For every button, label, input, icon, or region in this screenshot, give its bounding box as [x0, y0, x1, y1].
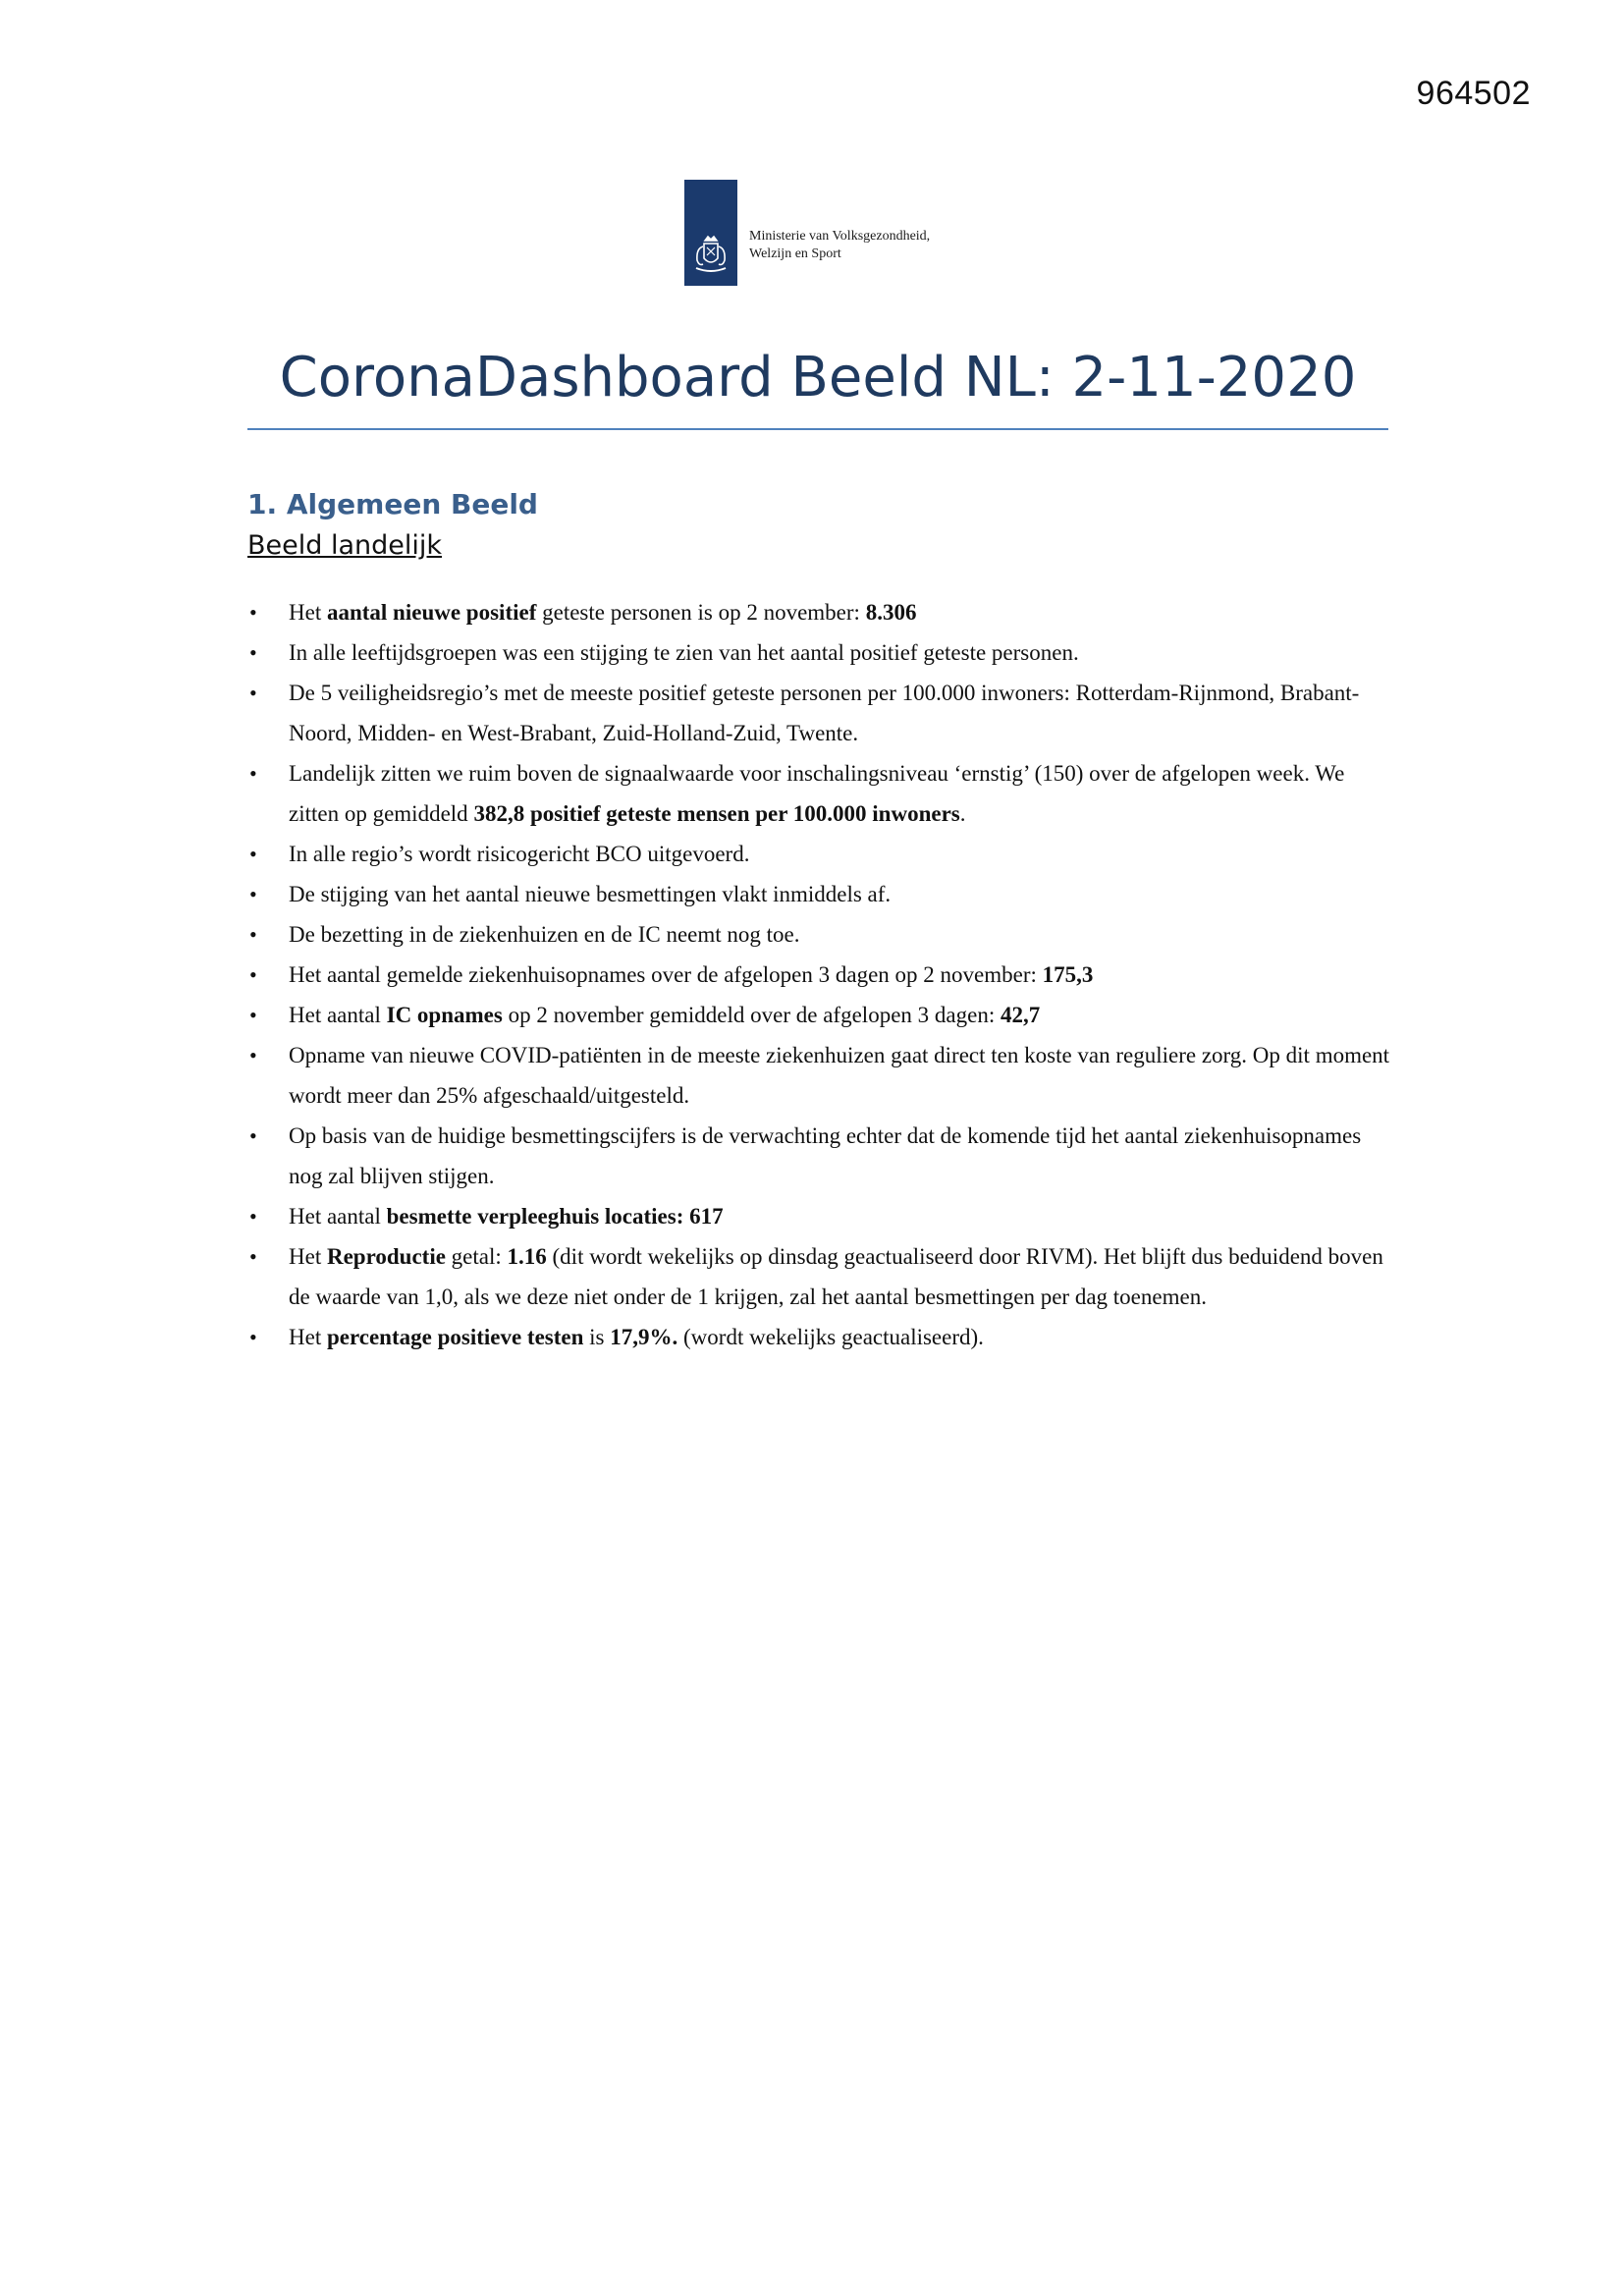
list-item — [247, 995, 1396, 1035]
bold-text: 42,7 — [1000, 1003, 1041, 1027]
title-divider — [247, 428, 1388, 430]
bold-text: IC opnames — [386, 1003, 503, 1027]
text-run: De 5 veiligheidsregio’s met de meeste positief geteste personen per 100.000 inwoners: Rotterdam-Rijnmond, Brabant-Noord, Midden- en West-Brabant, Zuid-Holland-Zuid, Twente. — [289, 681, 1360, 745]
list-item — [247, 673, 1396, 753]
text-run: (wordt wekelijks geactualiseerd). — [677, 1325, 984, 1349]
list-item — [247, 955, 1396, 995]
text-run: Het aantal — [289, 1003, 387, 1027]
text-run: Het — [289, 1244, 327, 1269]
list-item — [247, 1236, 1396, 1317]
text-run: Het aantal — [289, 1204, 387, 1229]
ministry-logo — [684, 180, 930, 286]
text-run: Het aantal gemelde ziekenhuisopnames over de afgelopen 3 dagen op 2 november: — [289, 962, 1043, 987]
text-run: (dit wordt wekelijks op dinsdag geactualiseerd door RIVM). Het blijft dus beduidend boven de waarde van 1,0, als we deze niet onder de 1 krijgen, zal het aantal besmettingen per dag toenemen. — [289, 1244, 1383, 1309]
logo-text — [749, 228, 930, 263]
list-item — [247, 834, 1396, 874]
bold-text: 8.306 — [865, 600, 917, 625]
list-item — [247, 1035, 1396, 1116]
text-run: Landelijk zitten we ruim boven de signaalwaarde voor inschalingsniveau ‘ernstig’ (150) over de afgelopen week. We zitten op gemiddeld — [289, 761, 1345, 826]
text-run: getal: — [445, 1244, 508, 1269]
text-run: is — [583, 1325, 611, 1349]
list-item — [247, 1116, 1396, 1196]
bold-text: besmette verpleeghuis locaties: 617 — [386, 1204, 724, 1229]
bold-text: 1.16 — [507, 1244, 547, 1269]
page-title: CoronaDashboard Beeld NL: 2-11-2020 — [279, 346, 1357, 410]
section-heading: 1. Algemeen Beeld — [247, 488, 538, 520]
list-item — [247, 753, 1396, 834]
list-item — [247, 874, 1396, 914]
list-item — [247, 1196, 1396, 1236]
list-item — [247, 632, 1396, 673]
text-run: In alle regio’s wordt risicogericht BCO uitgevoerd. — [289, 842, 750, 866]
text-run: De bezetting in de ziekenhuizen en de IC neemt nog toe. — [289, 922, 800, 947]
text-run: De stijging van het aantal nieuwe besmettingen vlakt inmiddels af. — [289, 882, 892, 906]
text-run: Op basis van de huidige besmettingscijfers is de verwachting echter dat de komende tijd het aantal ziekenhuisopnames nog zal blijven stijgen. — [289, 1123, 1362, 1188]
text-run: Het — [289, 600, 327, 625]
text-run: . — [959, 801, 966, 826]
coat-of-arms-icon — [691, 235, 731, 276]
section-subheading: Beeld landelijk — [247, 530, 443, 561]
text-run: In alle leeftijdsgroepen was een stijging te zien van het aantal positief geteste personen. — [289, 640, 1079, 665]
logo-line-1: Ministerie van Volksgezondheid, — [749, 229, 931, 244]
logo-bar — [684, 180, 737, 286]
bold-text: 382,8 positief geteste mensen per 100.000 inwoners — [473, 801, 960, 826]
list-item — [247, 1317, 1396, 1357]
bold-text: 175,3 — [1042, 962, 1094, 987]
text-run: geteste personen is op 2 november: — [536, 600, 866, 625]
document-id: 964502 — [1416, 75, 1531, 112]
text-run: Het — [289, 1325, 327, 1349]
bullet-list — [247, 592, 1396, 1357]
logo-line-2: Welzijn en Sport — [749, 246, 841, 261]
bold-text: percentage positieve testen — [326, 1325, 584, 1349]
bold-text: aantal nieuwe positief — [326, 600, 537, 625]
bold-text: 17,9%. — [610, 1325, 678, 1349]
list-item — [247, 914, 1396, 955]
list-item — [247, 592, 1396, 632]
text-run: Opname van nieuwe COVID-patiënten in de meeste ziekenhuizen gaat direct ten koste van reguliere zorg. Op dit moment wordt meer dan 25% afgeschaald/uitgesteld. — [289, 1043, 1390, 1108]
text-run: op 2 november gemiddeld over de afgelopen 3 dagen: — [502, 1003, 1001, 1027]
bold-text: Reproductie — [326, 1244, 446, 1269]
